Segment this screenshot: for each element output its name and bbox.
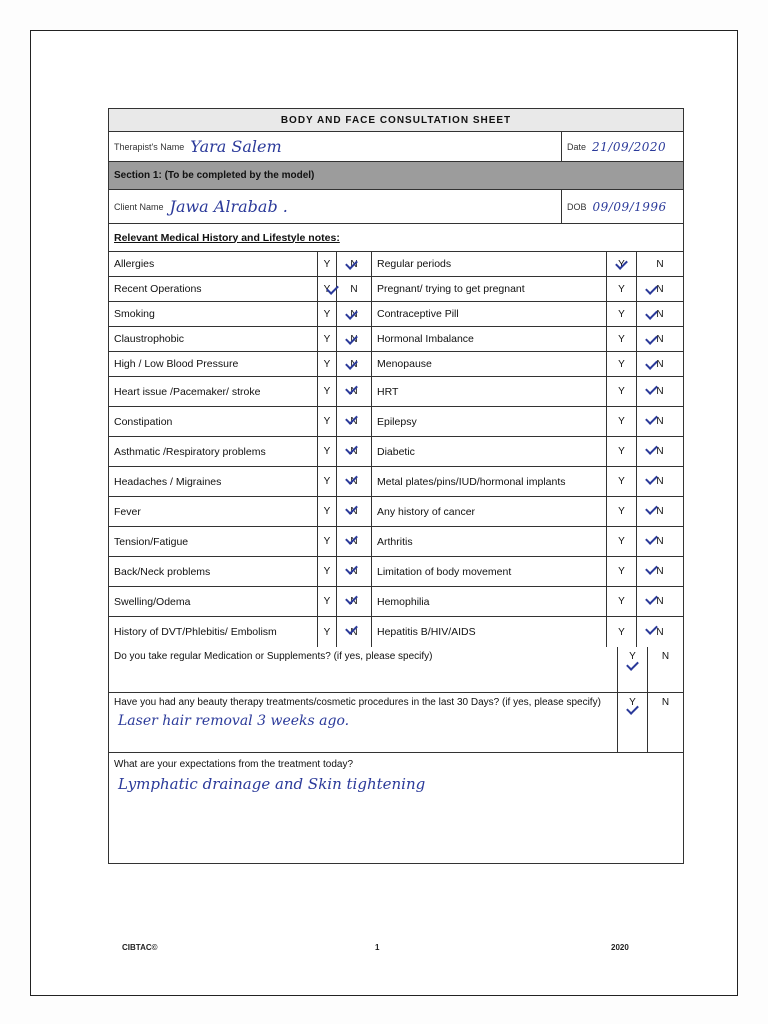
left-y-checkbox-label: Y xyxy=(323,333,331,345)
medical-history-row xyxy=(109,352,683,377)
condition-label: Any history of cancer xyxy=(372,497,607,526)
condition-label: Claustrophobic xyxy=(109,327,318,351)
beauty-n-checkbox[interactable] xyxy=(648,693,683,752)
left-y-checkbox[interactable] xyxy=(318,252,337,276)
left-n-checkbox-label: N xyxy=(350,476,358,487)
expectations-question: What are your expectations from the treatment today? xyxy=(114,759,354,770)
medical-history-row xyxy=(109,302,683,327)
beauty-checkmark-icon xyxy=(626,702,639,715)
medical-history-row xyxy=(109,407,683,437)
left-n-checkbox-label: N xyxy=(350,566,358,577)
condition-label: Pregnant/ trying to get pregnant xyxy=(372,277,607,301)
left-n-checkbox-label: N xyxy=(350,308,358,320)
left-n-checkbox-label: N xyxy=(350,416,358,427)
right-n-checkbox[interactable] xyxy=(637,527,683,556)
right-n-checkbox[interactable] xyxy=(637,377,683,406)
client-name-label: Client Name xyxy=(114,201,164,212)
condition-label: Epilepsy xyxy=(372,407,607,436)
right-n-checkbox-label: N xyxy=(656,386,664,397)
right-n-checkbox[interactable] xyxy=(637,407,683,436)
expectations-cell xyxy=(109,753,683,863)
left-n-checkbox[interactable] xyxy=(337,352,372,376)
therapist-name-label: Therapist's Name xyxy=(114,141,185,152)
condition-label: Heart issue /Pacemaker/ stroke xyxy=(109,377,318,406)
condition-label: Contraceptive Pill xyxy=(372,302,607,326)
left-n-checkbox[interactable] xyxy=(337,377,372,406)
left-n-checkbox-label: N xyxy=(350,258,358,270)
right-y-checkbox[interactable] xyxy=(607,497,637,526)
right-y-checkbox-label: Y xyxy=(618,536,625,547)
left-n-checkbox[interactable] xyxy=(337,277,372,301)
sheet-title: BODY AND FACE CONSULTATION SHEET xyxy=(280,114,512,126)
right-n-checkbox[interactable] xyxy=(637,277,683,301)
right-n-checkbox-label: N xyxy=(656,358,664,370)
dob-label: DOB xyxy=(567,201,587,212)
left-n-checkbox-label: N xyxy=(350,596,358,607)
left-n-checkbox[interactable] xyxy=(337,467,372,496)
left-n-checkbox[interactable] xyxy=(337,437,372,466)
left-y-checkbox[interactable] xyxy=(318,352,337,376)
left-n-checkbox[interactable] xyxy=(337,557,372,586)
medication-row xyxy=(109,647,683,693)
medical-history-row xyxy=(109,277,683,302)
medical-history-row xyxy=(109,437,683,467)
left-y-checkbox-label: Y xyxy=(323,626,331,638)
right-n-checkbox[interactable] xyxy=(637,557,683,586)
right-y-checkbox[interactable] xyxy=(607,617,637,647)
condition-label: Hemophilia xyxy=(372,587,607,616)
right-n-checkbox-label: N xyxy=(656,626,664,638)
condition-label: Allergies xyxy=(109,252,318,276)
condition-label: Regular periods xyxy=(372,252,607,276)
right-y-checkbox-label: Y xyxy=(618,596,625,607)
right-n-checkbox-label: N xyxy=(656,308,664,320)
right-n-checkbox[interactable] xyxy=(637,587,683,616)
right-n-checkbox-label: N xyxy=(656,416,664,427)
beauty-answer[interactable]: Laser hair removal 3 weeks ago. xyxy=(118,713,350,729)
left-n-checkbox-label: N xyxy=(350,626,358,638)
condition-label: Hormonal Imbalance xyxy=(372,327,607,351)
left-n-checkbox-label: N xyxy=(350,446,358,457)
left-n-checkbox-label: N xyxy=(350,536,358,547)
therapist-row xyxy=(109,132,683,162)
left-y-checkbox-label: Y xyxy=(323,536,331,547)
right-y-checkbox-label: Y xyxy=(618,566,625,577)
condition-label: Metal plates/pins/IUD/hormonal implants xyxy=(372,467,607,496)
medication-n-label: N xyxy=(661,651,670,662)
date-field[interactable] xyxy=(562,132,683,161)
footer-page-number: 1 xyxy=(375,943,380,952)
medication-checkmark-icon xyxy=(626,658,639,671)
right-y-checkbox-label: Y xyxy=(618,626,625,638)
right-y-checkbox-label: Y xyxy=(618,476,625,487)
medication-y-checkbox[interactable] xyxy=(618,647,648,692)
therapist-name-value: Yara Salem xyxy=(190,137,282,156)
right-y-checkbox[interactable] xyxy=(607,467,637,496)
left-n-checkbox[interactable] xyxy=(337,527,372,556)
left-n-checkbox-label: N xyxy=(350,358,358,370)
left-n-checkbox-label: N xyxy=(350,506,358,517)
right-y-checkbox-label: Y xyxy=(618,506,625,517)
right-y-checkbox[interactable] xyxy=(607,277,637,301)
condition-label: Smoking xyxy=(109,302,318,326)
left-y-checkbox[interactable] xyxy=(318,327,337,351)
condition-label: High / Low Blood Pressure xyxy=(109,352,318,376)
right-y-checkbox-label: Y xyxy=(618,283,625,295)
right-y-checkbox[interactable] xyxy=(607,377,637,406)
left-n-checkbox[interactable] xyxy=(337,617,372,647)
medical-history-row xyxy=(109,467,683,497)
right-y-checkbox-label: Y xyxy=(618,446,625,457)
beauty-y-checkbox[interactable] xyxy=(618,693,648,752)
left-y-checkbox[interactable] xyxy=(318,277,337,301)
right-y-checkbox-label: Y xyxy=(618,333,625,345)
right-n-checkbox[interactable] xyxy=(637,327,683,351)
client-name-field[interactable] xyxy=(109,190,562,223)
therapist-name-field[interactable] xyxy=(109,132,562,161)
left-y-checkbox-label: Y xyxy=(323,386,331,397)
medical-history-row xyxy=(109,327,683,352)
right-y-checkbox[interactable] xyxy=(607,437,637,466)
condition-label: Hepatitis B/HIV/AIDS xyxy=(372,617,607,647)
date-label: Date xyxy=(567,141,587,152)
left-y-checkbox[interactable] xyxy=(318,302,337,326)
footer-year: 2020 xyxy=(611,943,629,952)
medical-history-row xyxy=(109,252,683,277)
medication-n-checkbox[interactable] xyxy=(648,647,683,692)
right-y-checkbox-label: Y xyxy=(618,358,625,370)
right-n-checkbox-label: N xyxy=(656,596,664,607)
condition-label: Menopause xyxy=(372,352,607,376)
medical-history-row xyxy=(109,527,683,557)
right-n-checkbox-label: N xyxy=(656,258,664,270)
left-y-checkbox[interactable] xyxy=(318,617,337,647)
right-n-checkbox[interactable] xyxy=(637,352,683,376)
right-n-checkbox[interactable] xyxy=(637,617,683,647)
beauty-question-cell xyxy=(109,693,618,752)
left-y-checkbox[interactable] xyxy=(318,437,337,466)
right-n-checkbox-label: N xyxy=(656,506,664,517)
right-y-checkbox[interactable] xyxy=(607,407,637,436)
consultation-sheet xyxy=(108,108,684,864)
right-n-checkbox[interactable] xyxy=(637,497,683,526)
left-n-checkbox[interactable] xyxy=(337,407,372,436)
left-y-checkbox-label: Y xyxy=(323,566,331,577)
right-n-checkbox-label: N xyxy=(656,536,664,547)
dob-field[interactable] xyxy=(562,190,683,223)
left-y-checkbox[interactable] xyxy=(318,587,337,616)
right-y-checkbox-label: Y xyxy=(618,308,625,320)
right-y-checkbox-label: Y xyxy=(618,386,625,397)
left-n-checkbox[interactable] xyxy=(337,587,372,616)
left-y-checkbox[interactable] xyxy=(318,527,337,556)
condition-label: Fever xyxy=(109,497,318,526)
left-n-checkbox[interactable] xyxy=(337,497,372,526)
left-n-checkbox-label: N xyxy=(350,333,358,345)
left-y-checkbox-label: Y xyxy=(323,446,331,457)
date-value: 21/09/2020 xyxy=(592,139,667,154)
left-y-checkbox[interactable] xyxy=(318,407,337,436)
left-n-checkbox[interactable] xyxy=(337,252,372,276)
left-y-checkbox[interactable] xyxy=(318,467,337,496)
condition-label: Headaches / Migraines xyxy=(109,467,318,496)
medication-question-cell xyxy=(109,647,618,692)
condition-label: Limitation of body movement xyxy=(372,557,607,586)
medical-history-table xyxy=(109,252,683,647)
right-y-checkbox[interactable] xyxy=(607,557,637,586)
right-n-checkbox[interactable] xyxy=(637,252,683,276)
sheet-title-row xyxy=(109,109,683,132)
left-y-checkbox-label: Y xyxy=(323,596,331,607)
right-n-checkbox-label: N xyxy=(656,476,664,487)
condition-label: Asthmatic /Respiratory problems xyxy=(109,437,318,466)
relevant-history-heading: Relevant Medical History and Lifestyle notes: xyxy=(114,231,340,244)
client-row xyxy=(109,190,683,224)
medical-history-row xyxy=(109,497,683,527)
client-name-value: Jawa Alrabab . xyxy=(169,197,288,216)
beauty-y-label: Y xyxy=(629,697,636,708)
left-y-checkbox[interactable] xyxy=(318,377,337,406)
condition-label: Tension/Fatigue xyxy=(109,527,318,556)
checkmark-icon xyxy=(615,257,628,270)
left-y-checkbox-label: Y xyxy=(323,358,331,370)
left-y-checkbox-label: Y xyxy=(323,258,331,270)
footer-copyright: CIBTAC© xyxy=(122,943,158,952)
left-n-checkbox[interactable] xyxy=(337,302,372,326)
condition-label: Swelling/Odema xyxy=(109,587,318,616)
medical-history-row xyxy=(109,557,683,587)
right-y-checkbox[interactable] xyxy=(607,327,637,351)
left-n-checkbox-label: N xyxy=(350,386,358,397)
section-1-header xyxy=(109,162,683,190)
section-1-label: Section 1: (To be completed by the model) xyxy=(114,170,315,181)
condition-label: HRT xyxy=(372,377,607,406)
right-y-checkbox[interactable] xyxy=(607,302,637,326)
left-y-checkbox-label: Y xyxy=(323,283,331,295)
dob-value: 09/09/1996 xyxy=(592,199,667,214)
right-y-checkbox[interactable] xyxy=(607,252,637,276)
medication-question: Do you take regular Medication or Supplements? (if yes, please specify) xyxy=(114,651,433,662)
condition-label: Back/Neck problems xyxy=(109,557,318,586)
right-y-checkbox[interactable] xyxy=(607,527,637,556)
right-n-checkbox-label: N xyxy=(656,566,664,577)
relevant-history-heading-row xyxy=(109,224,683,252)
right-y-checkbox-label: Y xyxy=(618,416,625,427)
right-n-checkbox[interactable] xyxy=(637,467,683,496)
right-n-checkbox-label: N xyxy=(656,446,664,457)
right-n-checkbox-label: N xyxy=(656,283,664,295)
expectations-answer[interactable]: Lymphatic drainage and Skin tightening xyxy=(118,775,426,793)
right-y-checkbox[interactable] xyxy=(607,352,637,376)
condition-label: Arthritis xyxy=(372,527,607,556)
right-n-checkbox[interactable] xyxy=(637,437,683,466)
condition-label: Recent Operations xyxy=(109,277,318,301)
expectations-row xyxy=(109,753,683,863)
medication-y-label: Y xyxy=(629,651,636,662)
medical-history-row xyxy=(109,617,683,647)
right-y-checkbox-label: Y xyxy=(618,258,625,270)
beauty-question: Have you had any beauty therapy treatments/cosmetic procedures in the last 30 Days? (if yes, please specify) xyxy=(114,697,601,708)
right-n-checkbox[interactable] xyxy=(637,302,683,326)
left-y-checkbox-label: Y xyxy=(323,476,331,487)
left-n-checkbox-label: N xyxy=(350,283,358,295)
left-y-checkbox-label: Y xyxy=(323,506,331,517)
beauty-treatment-row xyxy=(109,693,683,753)
right-y-checkbox[interactable] xyxy=(607,587,637,616)
left-y-checkbox[interactable] xyxy=(318,497,337,526)
left-y-checkbox-label: Y xyxy=(323,416,331,427)
left-n-checkbox[interactable] xyxy=(337,327,372,351)
medical-history-row xyxy=(109,377,683,407)
condition-label: Constipation xyxy=(109,407,318,436)
left-y-checkbox[interactable] xyxy=(318,557,337,586)
beauty-n-label: N xyxy=(661,697,670,708)
left-y-checkbox-label: Y xyxy=(323,308,331,320)
right-n-checkbox-label: N xyxy=(656,333,664,345)
condition-label: History of DVT/Phlebitis/ Embolism xyxy=(109,617,318,647)
condition-label: Diabetic xyxy=(372,437,607,466)
medical-history-row xyxy=(109,587,683,617)
